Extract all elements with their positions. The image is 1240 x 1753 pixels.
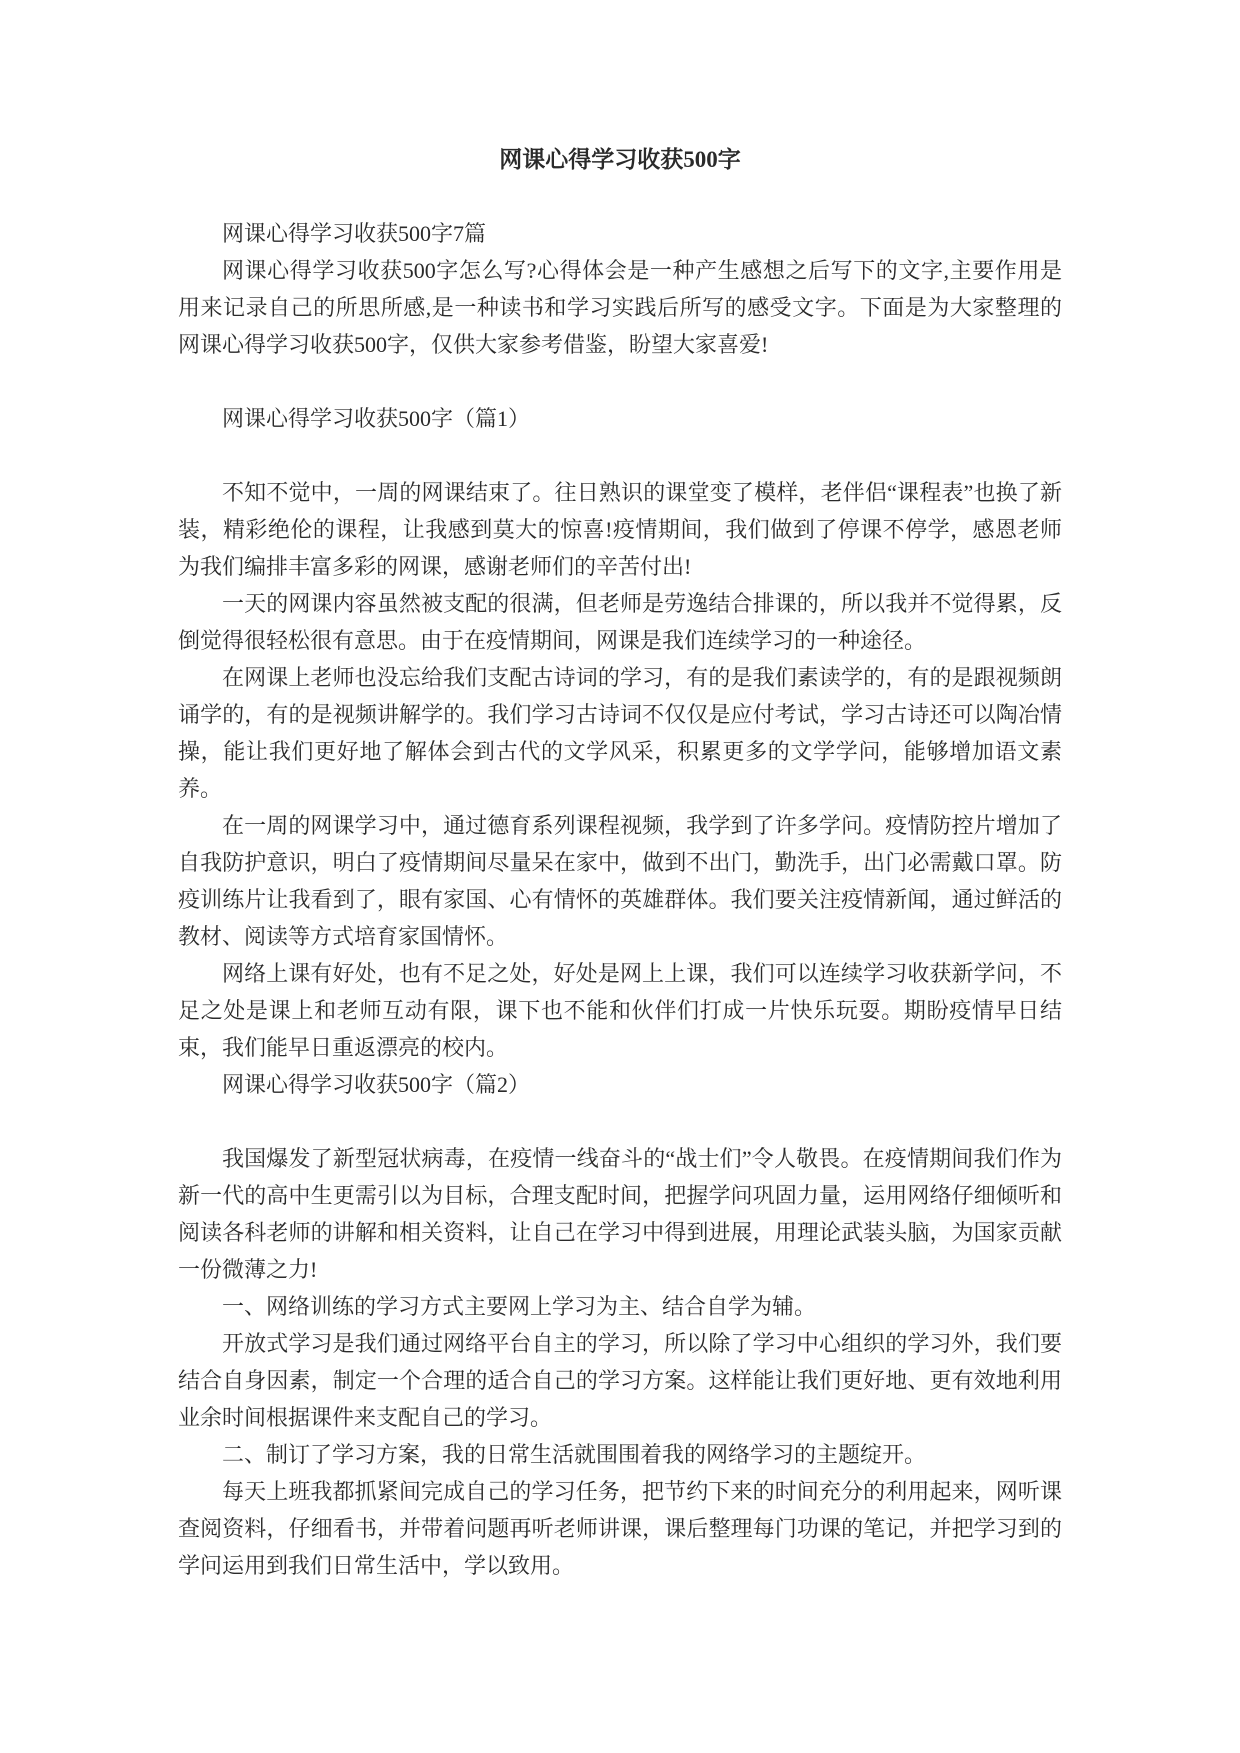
part2-paragraph-2: 开放式学习是我们通过网络平台自主的学习，所以除了学习中心组织的学习外，我们要结合自身因素，制定一个合理的适合自己的学习方案。这样能让我们更好地、更有效地利用业余时间根据课件来支配自己的学习。	[178, 1331, 1062, 1430]
part1-paragraph-1: 不知不觉中，一周的网课结束了。往日熟识的课堂变了模样，老伴侣“课程表”也换了新装，精彩绝伦的课程，让我感到莫大的惊喜!疫情期间，我们做到了停课不停学，感恩老师为我们编排丰富多彩的网课，感谢老师们的辛苦付出!	[178, 480, 1062, 579]
part2-list-item-2: 二、制订了学习方案，我的日常生活就围围着我的网络学习的主题绽开。	[222, 1442, 927, 1467]
document-title: 网课心得学习收获500字	[499, 147, 741, 172]
part2-paragraph-1: 我国爆发了新型冠状病毒，在疫情一线奋斗的“战士们”令人敬畏。在疫情期间我们作为新一代的高中生更需引以为目标，合理支配时间，把握学问巩固力量，运用网络仔细倾听和阅读各科老师的讲解和相关资料，让自己在学习中得到进展，用理论武装头脑，为国家贡献一份微薄之力!	[178, 1146, 1062, 1282]
part2-list-item-1: 一、网络训练的学习方式主要网上学习为主、结合自学为辅。	[222, 1294, 817, 1319]
part1-paragraph-2: 一天的网课内容虽然被支配的很满，但老师是劳逸结合排课的，所以我并不觉得累，反倒觉得很轻松很有意思。由于在疫情期间，网课是我们连续学习的一种途径。	[178, 591, 1062, 653]
part1-paragraph-4: 在一周的网课学习中，通过德育系列课程视频，我学到了许多学问。疫情防控片增加了自我防护意识，明白了疫情期间尽量呆在家中，做到不出门，勤洗手，出门必需戴口罩。防疫训练片让我看到了，眼有家国、心有情怀的英雄群体。我们要关注疫情新闻，通过鲜活的教材、阅读等方式培育家国情怀。	[178, 813, 1062, 949]
section-heading-part1: 网课心得学习收获500字（篇1）	[222, 406, 531, 431]
part2-paragraph-3: 每天上班我都抓紧间完成自己的学习任务，把节约下来的时间充分的利用起来，网听课查阅资料，仔细看书，并带着问题再听老师讲课，课后整理每门功课的笔记，并把学习到的学问运用到我们日常生活中，学以致用。	[178, 1479, 1062, 1578]
part1-paragraph-5: 网络上课有好处，也有不足之处，好处是网上上课，我们可以连续学习收获新学问，不足之处是课上和老师互动有限，课下也不能和伙伴们打成一片快乐玩耍。期盼疫情早日结束，我们能早日重返漂亮的校内。	[178, 961, 1062, 1060]
intro-paragraph-count: 网课心得学习收获500字7篇	[222, 221, 487, 246]
section-heading-part2: 网课心得学习收获500字（篇2）	[222, 1072, 531, 1097]
intro-paragraph-description: 网课心得学习收获500字怎么写?心得体会是一种产生感想之后写下的文字,主要作用是用来记录自己的所思所感,是一种读书和学习实践后所写的感受文字。下面是为大家整理的网课心得学习收获500字，仅供大家参考借鉴，盼望大家喜爱!	[178, 258, 1062, 357]
part1-paragraph-3: 在网课上老师也没忘给我们支配古诗词的学习，有的是我们素读学的，有的是跟视频朗诵学的，有的是视频讲解学的。我们学习古诗词不仅仅是应付考试，学习古诗还可以陶冶情操，能让我们更好地了解体会到古代的文学风采，积累更多的文学学问，能够增加语文素养。	[178, 665, 1062, 801]
